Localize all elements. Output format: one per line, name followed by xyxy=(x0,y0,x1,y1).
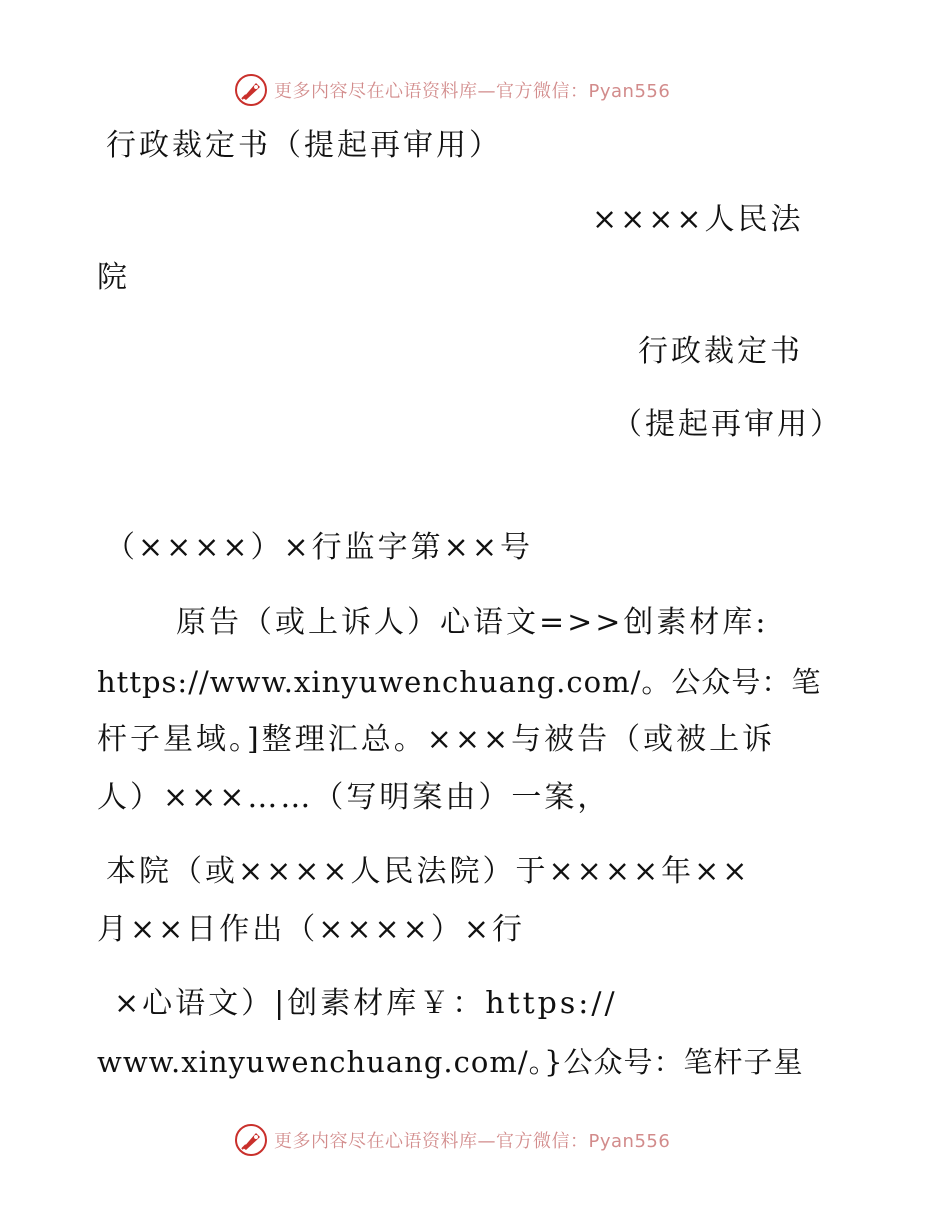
watermark-text: 更多内容尽在心语资料库—官方微信：Pyan556 xyxy=(274,81,671,102)
paragraph-2-line-1: 本院（或××××人民法院）于××××年×× xyxy=(106,854,751,889)
paragraph-3-line-2: www.xinyuwenchuang.com/。}公众号：笔杆子星 xyxy=(97,1045,804,1079)
paragraph-1-line-4: 人）×××……（写明案由）一案， xyxy=(97,780,611,815)
bottom-watermark-banner xyxy=(234,1120,670,1160)
paragraph-1-line-2: https://www.xinyuwenchuang.com/。公众号：笔 xyxy=(97,665,822,699)
paragraph-1-line-1: 原告（或上诉人）心语文=>>创素材库: xyxy=(176,605,769,640)
document-heading: 行政裁定书（提起再审用） xyxy=(106,128,502,163)
pen-nib-logo-icon xyxy=(234,73,268,107)
ruling-title: 行政裁定书 xyxy=(638,334,803,369)
paragraph-3-line-1: ×心语文）|创素材库￥：https:// xyxy=(114,986,618,1021)
pen-nib-logo-icon xyxy=(234,1123,268,1157)
court-name-line-2: 院 xyxy=(97,260,130,295)
ruling-subtitle: （提起再审用） xyxy=(612,407,843,442)
paragraph-2-line-2: 月××日作出（××××）×行 xyxy=(97,912,525,947)
top-watermark-banner xyxy=(234,70,670,110)
case-number: （××××）×行监字第××号 xyxy=(105,530,533,565)
court-name-line-1: ××××人民法 xyxy=(592,202,804,237)
paragraph-1-line-3: 杆子星域。]整理汇总。×××与被告（或被上诉 xyxy=(97,722,776,757)
watermark-text: 更多内容尽在心语资料库—官方微信：Pyan556 xyxy=(274,1131,671,1152)
